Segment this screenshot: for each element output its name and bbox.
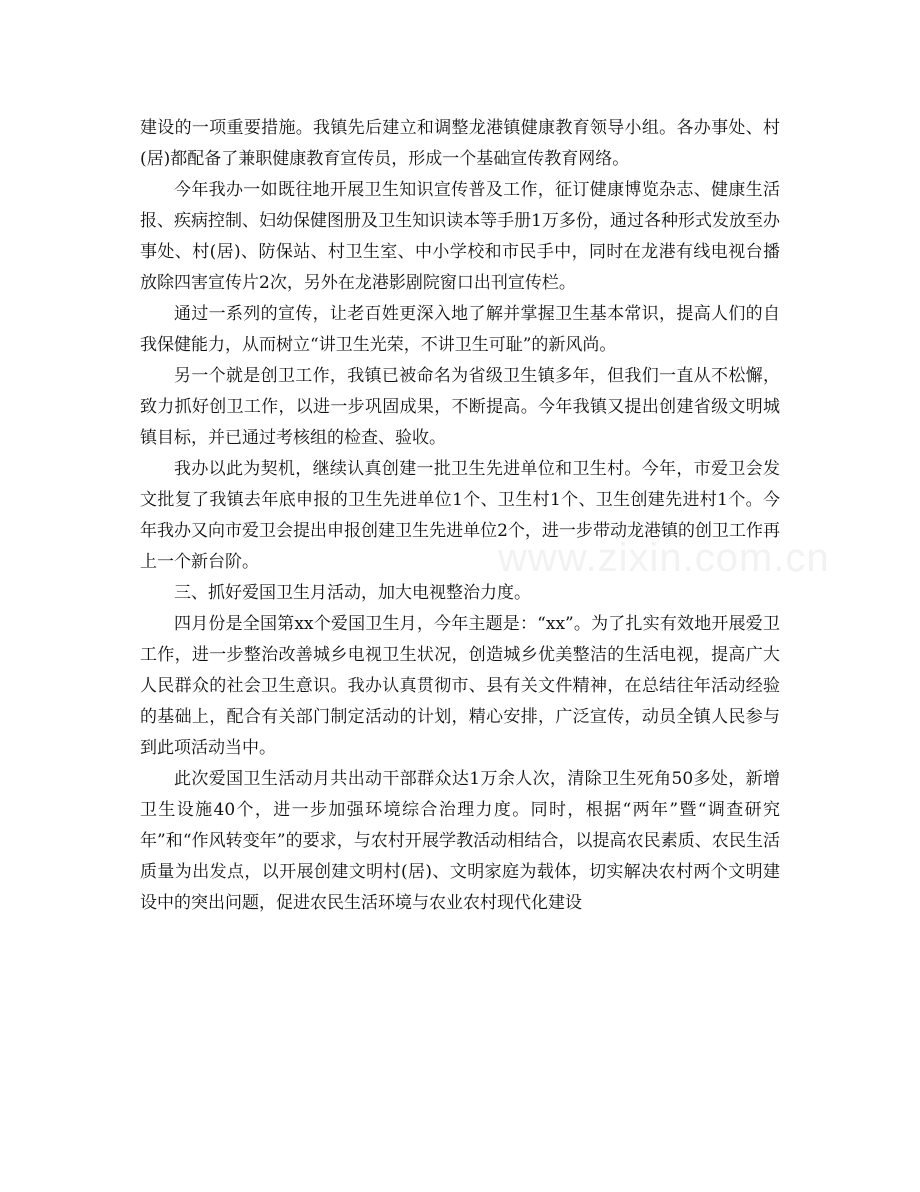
section-heading: 三、抓好爱国卫生月活动，加大电视整治力度。: [174, 583, 531, 603]
paragraph-1: 建设的一项重要措施。我镇先后建立和调整龙港镇健康教育领导小组。各办事处、村(居)都配备了兼职健康教育宣传员，形成一个基础宣传教育网络。: [140, 118, 780, 169]
paragraph-4: 另一个就是创卫工作，我镇已被命名为省级卫生镇多年，但我们一直从不松懈，致力抓好创卫工作，以进一步巩固成果，不断提高。今年我镇又提出创建省级文明城镇目标，并已通过考核组的检查、验收。: [140, 366, 780, 448]
paragraph-8: 此次爱国卫生活动月共出动干部群众达1万余人次，清除卫生死角50多处，新增卫生设施40个，进一步加强环境综合治理力度。同时，根据“两年”暨“调查研究年”和“作风转变年”的要求，与农村开展学教活动相结合，以提高农民素质、农民生活质量为出发点，以开展创建文明村(居)、文明家庭为载体，切实解决农村两个文明建设中的突出问题，促进农民生活环境与农业农村现代化建设: [140, 769, 780, 913]
document-body: [140, 113, 780, 919]
watermark-text: www.zixin.com.cn: [498, 536, 830, 580]
paragraph-3: 通过一系列的宣传，让老百姓更深入地了解并掌握卫生基本常识，提高人们的自我保健能力，从而树立“讲卫生光荣，不讲卫生可耻”的新风尚。: [140, 304, 780, 355]
paragraph-5: 我办以此为契机，继续认真创建一批卫生先进单位和卫生村。今年，市爱卫会发文批复了我镇去年底申报的卫生先进单位1个、卫生村1个、卫生创建先进村1个。今年我办又向市爱卫会提出申报创建卫生先进单位2个，进一步带动龙港镇的创卫工作再上一个新台阶。: [140, 459, 780, 572]
paragraph-2: 今年我办一如既往地开展卫生知识宣传普及工作，征订健康博览杂志、健康生活报、疾病控制、妇幼保健图册及卫生知识读本等手册1万多份，通过各种形式发放至办事处、村(居)、防保站、村卫生室、中小学校和市民手中，同时在龙港有线电视台播放除四害宣传片2次，另外在龙港影剧院窗口出刊宣传栏。: [140, 180, 780, 293]
paragraph-7: 四月份是全国第xx个爱国卫生月，今年主题是：“xx”。为了扎实有效地开展爱卫工作，进一步整治改善城乡电视卫生状况，创造城乡优美整洁的生活电视，提高广大人民群众的社会卫生意识。我办认真贯彻市、县有关文件精神，在总结往年活动经验的基础上，配合有关部门制定活动的计划，精心安排，广泛宣传，动员全镇人民参与到此项活动当中。: [140, 614, 780, 758]
